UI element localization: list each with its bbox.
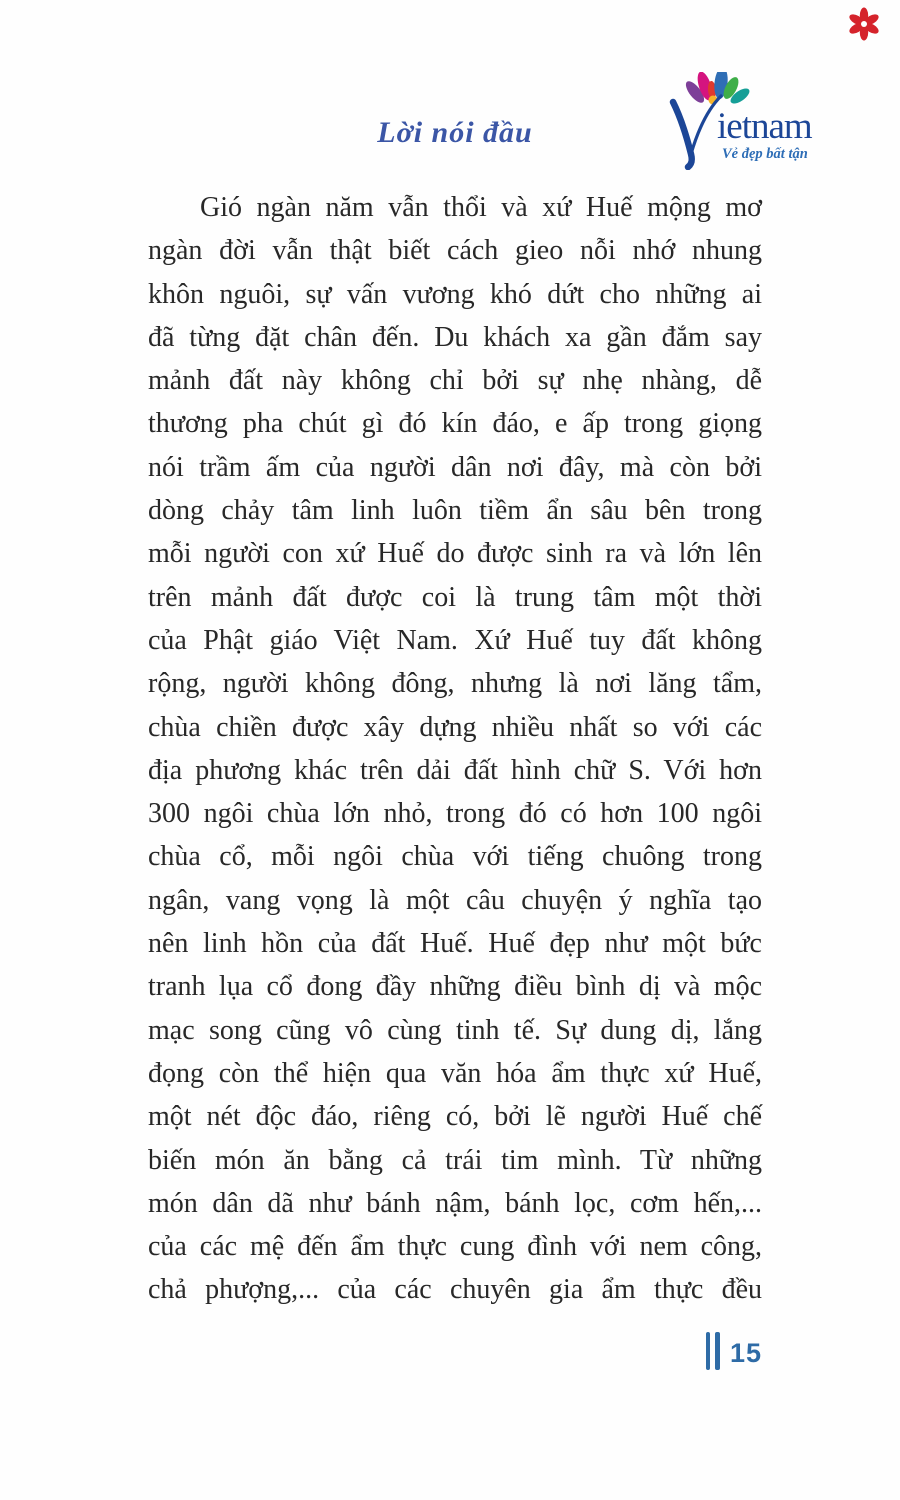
body-text-line: rộng, người không đông, nhưng là nơi lăng tẩm, [148, 668, 762, 700]
body-text-line: nên linh hồn của đất Huế. Huế đẹp như một bức [148, 928, 762, 960]
logo-tagline: Vẻ đẹp bất tận [722, 146, 808, 162]
body-text-line: mạc song cũng vô cùng tinh tế. Sự dung dị, lắng [148, 1014, 762, 1046]
body-text-line: 300 ngôi chùa lớn nhỏ, trong đó có hơn 100 ngôi [148, 798, 762, 830]
body-text-line: biến món ăn bằng cả trái tim mình. Từ những [148, 1144, 762, 1176]
body-text-line: món dân dã như bánh nậm, bánh lọc, cơm hến,... [148, 1187, 762, 1219]
body-text-line: mỗi người con xứ Huế do được sinh ra và lớn lên [148, 538, 762, 570]
body-text-line: trên mảnh đất được coi là trung tâm một thời [148, 581, 762, 613]
body-text-line: chùa cổ, mỗi ngôi chùa với tiếng chuông trong [148, 841, 762, 873]
flower-petals [848, 8, 881, 41]
body-text-line: ngân, vang vọng là một câu chuyện ý nghĩa tạo [148, 884, 762, 916]
body-text-line: của Phật giáo Việt Nam. Xứ Huế tuy đất không [148, 624, 762, 656]
body-text-line: khôn nguôi, sự vấn vương khó dứt cho những ai [148, 278, 762, 310]
body-text-line: tranh lụa cổ đong đầy những điều bình dị và mộc [148, 971, 762, 1003]
body-text-line: địa phương khác trên dải đất hình chữ S. Với hơn [148, 754, 762, 786]
body-text-line: của các mệ đến ẩm thực cung đình với nem công, [148, 1231, 762, 1263]
body-text-line: thương pha chút gì đó kín đáo, e ấp trong giọng [148, 408, 762, 440]
chapter-heading: Lời nói đầu [377, 116, 533, 149]
footer-divider-bars-icon [706, 1332, 720, 1370]
logo-letter-v [673, 96, 721, 167]
body-text-line: đọng còn thể hiện qua văn hóa ẩm thực xứ Huế, [148, 1057, 762, 1089]
body-text [148, 186, 762, 1312]
body-text-line: dòng chảy tâm linh luôn tiềm ẩn sâu bên trong [148, 495, 762, 527]
body-text-line: đã từng đặt chân đến. Du khách xa gần đắm say [148, 321, 762, 353]
body-text-line: ngàn đời vẫn thật biết cách gieo nỗi nhớ nhung [148, 235, 762, 267]
body-text-line: một nét độc đáo, riêng có, bởi lẽ người Huế chế [148, 1101, 762, 1133]
vietnam-tourism-logo [665, 72, 840, 170]
page-number: 15 [729, 1338, 762, 1368]
red-flower-icon [846, 5, 882, 41]
body-text-line: chùa chiền được xây dựng nhiều nhất so với các [148, 711, 762, 743]
body-text-line: Gió ngàn năm vẫn thổi và xứ Huế mộng mơ [200, 192, 762, 223]
logo-brand-text: ietnam [717, 106, 812, 147]
page-footer [706, 1332, 762, 1370]
body-text-line: mảnh đất này không chỉ bởi sự nhẹ nhàng, dễ [148, 365, 762, 397]
body-text-line: chả phượng,... của các chuyên gia ẩm thực đều [148, 1274, 762, 1306]
body-text-line: nói trầm ấm của người dân nơi đây, mà còn bởi [148, 451, 762, 483]
